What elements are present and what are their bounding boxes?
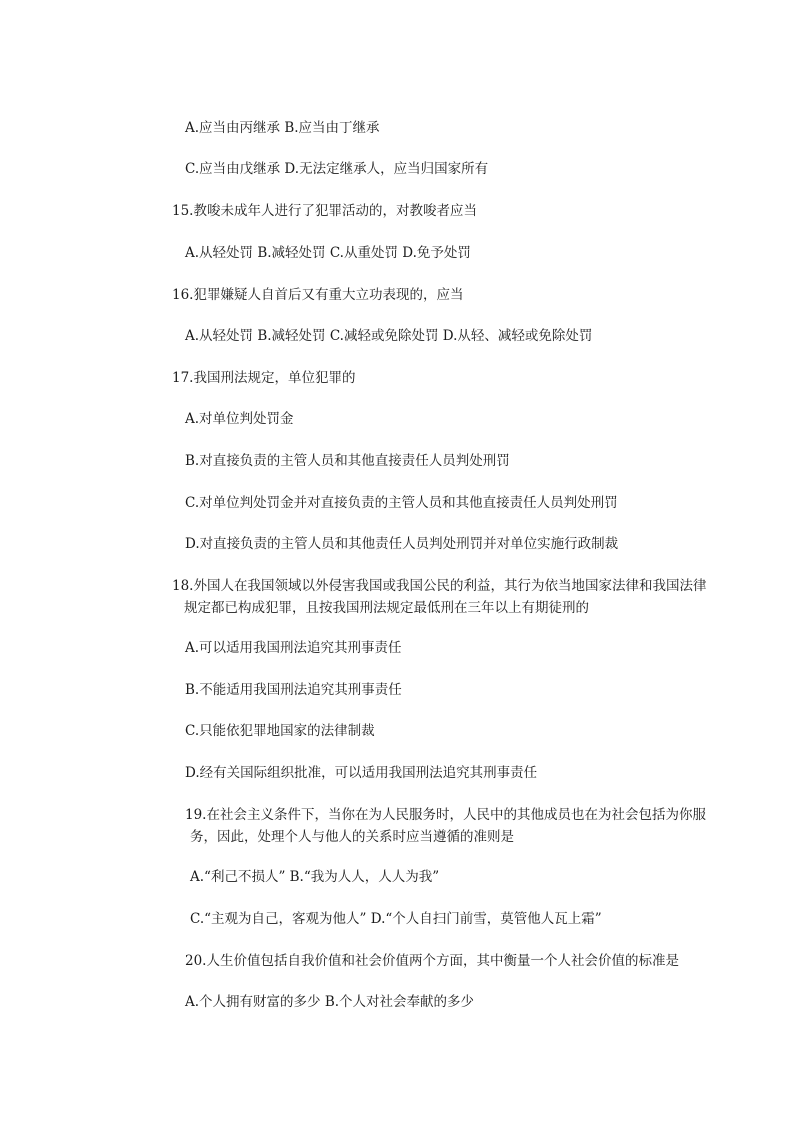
q19-question-line2: 务，因此，处理个人与他人的关系时应当遵循的准则是 <box>190 829 514 845</box>
q19-options-cd: C.“主观为自己，客观为他人” D.“个人自扫门前雪，莫管他人瓦上霜” <box>190 911 602 927</box>
q18-option-c: C.只能依犯罪地国家的法律制裁 <box>185 723 375 739</box>
q15-question: 15.教唆未成年人进行了犯罪活动的，对教唆者应当 <box>172 203 477 219</box>
q20-options-ab: A.个人拥有财富的多少 B.个人对社会奉献的多少 <box>185 994 475 1010</box>
q17-option-d: D.对直接负责的主管人员和其他责任人员判处刑罚并对单位实施行政制裁 <box>185 536 619 552</box>
q20-question: 20.人生价值包括自我价值和社会价值两个方面，其中衡量一个人社会价值的标准是 <box>185 953 679 969</box>
q18-question-line2: 规定都已构成犯罪，且按我国刑法规定最低刑在三年以上有期徒刑的 <box>184 600 589 616</box>
q18-question-line1: 18.外国人在我国领域以外侵害我国或我国公民的利益，其行为依当地国家法律和我国法律 <box>172 578 707 594</box>
q15-options: A.从轻处罚 B.减轻处罚 C.从重处罚 D.免予处罚 <box>185 245 471 261</box>
q19-question-line1: 19.在社会主义条件下，当你在为人民服务时，人民中的其他成员也在为社会包括为你服 <box>185 807 706 823</box>
q17-question: 17.我国刑法规定，单位犯罪的 <box>172 370 356 386</box>
q18-option-b: B.不能适用我国刑法追究其刑事责任 <box>185 682 402 698</box>
q17-option-c: C.对单位判处罚金并对直接负责的主管人员和其他直接责任人员判处刑罚 <box>185 495 618 511</box>
q17-option-b: B.对直接负责的主管人员和其他直接责任人员判处刑罚 <box>185 453 510 469</box>
q14-options-ab: A.应当由丙继承 B.应当由丁继承 <box>185 120 380 136</box>
q19-options-ab: A.“利己不损人” B.“我为人人，人人为我” <box>190 869 440 885</box>
q14-options-cd: C.应当由戊继承 D.无法定继承人，应当归国家所有 <box>185 161 489 177</box>
q17-option-a: A.对单位判处罚金 <box>185 411 294 427</box>
q18-option-d: D.经有关国际组织批准，可以适用我国刑法追究其刑事责任 <box>185 765 538 781</box>
q16-options: A.从轻处罚 B.减轻处罚 C.减轻或免除处罚 D.从轻、减轻或免除处罚 <box>185 328 593 344</box>
q16-question: 16.犯罪嫌疑人自首后又有重大立功表现的，应当 <box>172 287 464 303</box>
q18-option-a: A.可以适用我国刑法追究其刑事责任 <box>185 640 402 656</box>
